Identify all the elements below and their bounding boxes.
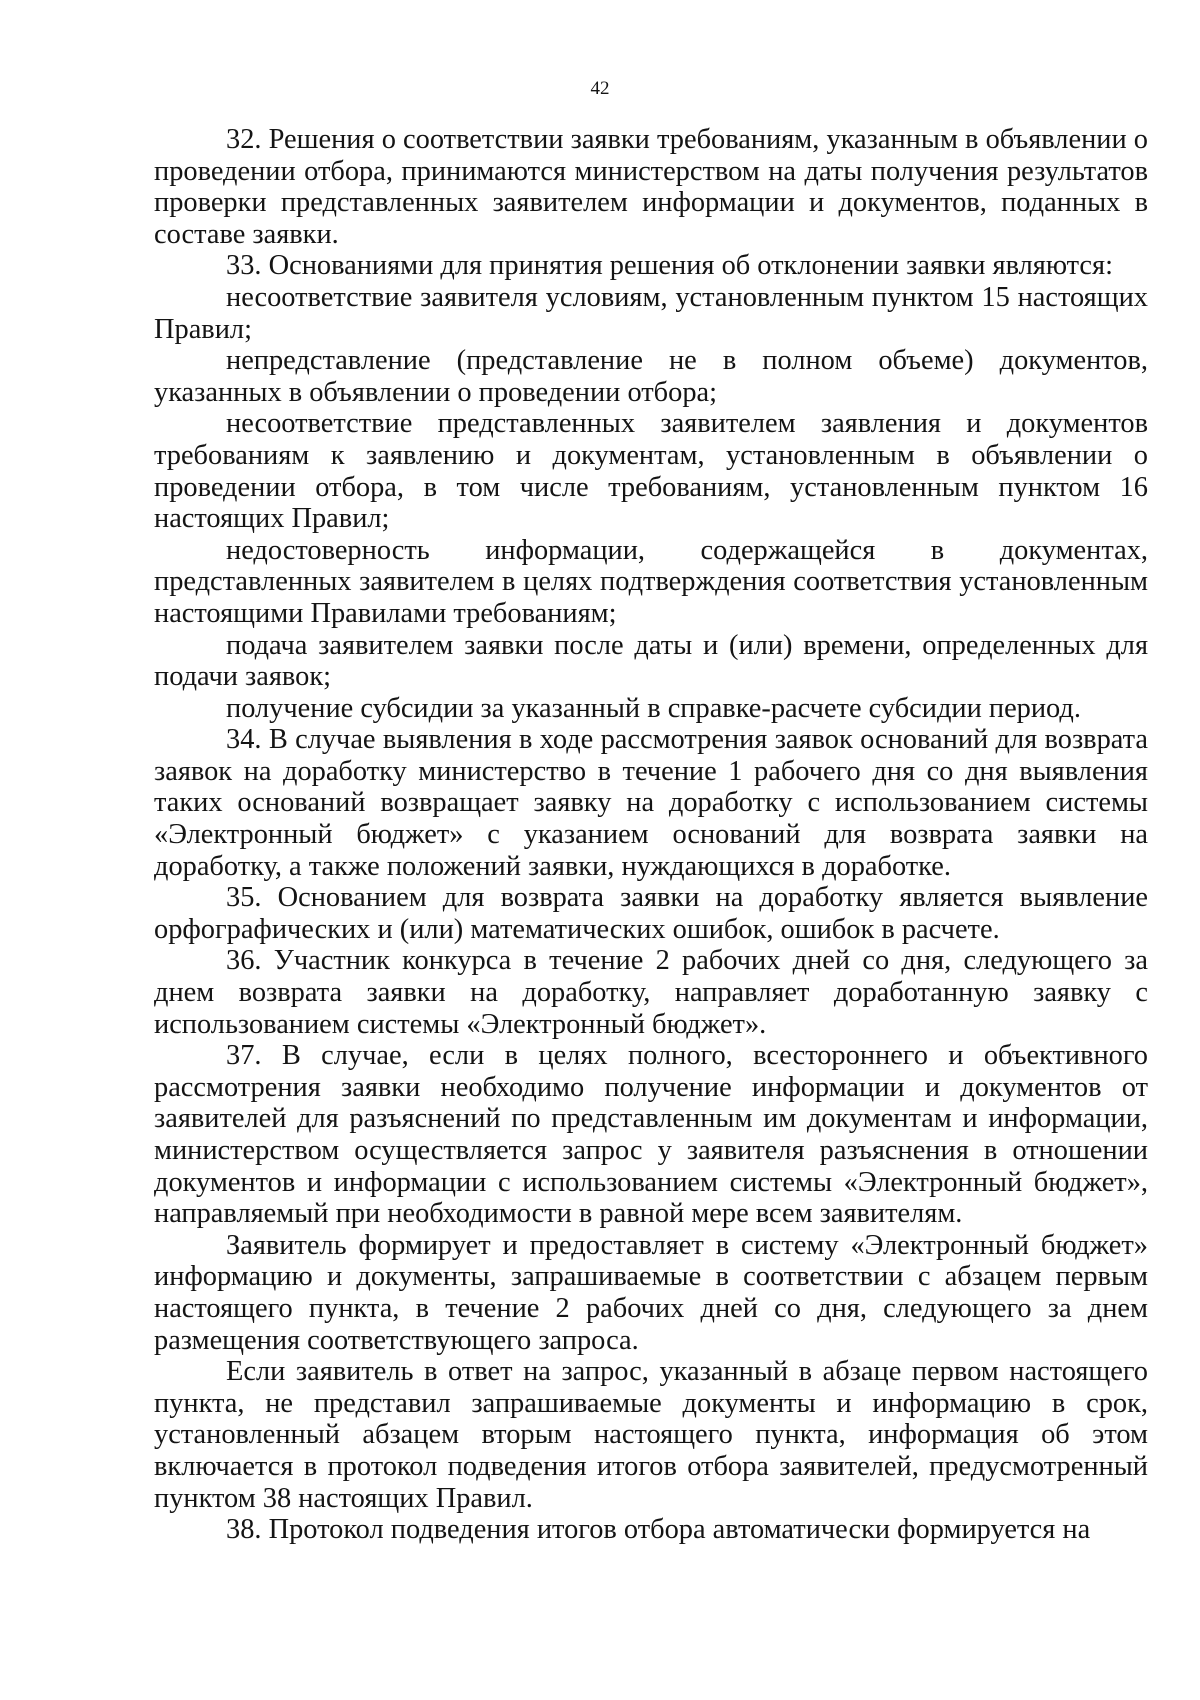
rejection-reason-subsidy-received: получение субсидии за указанный в справке-расчете субсидии период. xyxy=(226,692,1081,724)
rejection-reason-unreliable-info: недостоверность информации, содержащейся в документах, представленных заявителем в целях подтверждения соответствия установленным настоящими Правилами требованиям; xyxy=(154,534,1148,629)
paragraph-36: 36. Участник конкурса в течение 2 рабочих дней со дня, следующего за днем возврата заявки на доработку, направляет доработанную заявку с использованием системы «Электронный бюджет». xyxy=(154,945,1148,1040)
rejection-reason-late-submission: подача заявителем заявки после даты и (или) времени, определенных для подачи заявок; xyxy=(154,629,1148,693)
rejection-reason-requirements: несоответствие представленных заявителем заявления и документов требованиям к заявлению и документам, установленным в объявлении о проведении отбора, в том числе требованиям, установленным пунктом 16 настоящих Правил; xyxy=(154,408,1148,535)
paragraph-34: 34. В случае выявления в ходе рассмотрения заявок оснований для возврата заявок на доработку министерство в течение 1 рабочего дня со дня выявления таких оснований возвращает заявку на доработку с использованием системы «Электронный бюджет» с указанием оснований для возврата заявки на доработку, а также положений заявки, нуждающихся в доработке. xyxy=(154,724,1148,882)
paragraph-35: 35. Основанием для возврата заявки на доработку является выявление орфографических и (или) математических ошибок, ошибок в расчете. xyxy=(154,882,1148,945)
rejection-reason-conditions: несоответствие заявителя условиям, установленным пунктом 15 настоящих Правил; xyxy=(154,281,1148,345)
rejection-reason-missing-documents: непредставление (представление не в полном объеме) документов, указанных в объявлении о проведении отбора; xyxy=(154,345,1148,408)
paragraph-37-third: Если заявитель в ответ на запрос, указанный в абзаце первом настоящего пункта, не представил запрашиваемые документы и информацию в срок, установленный абзацем вторым настоящего пункта, информация об этом включается в протокол подведения итогов отбора заявителей, предусмотренный пунктом 38 настоящих Правил. xyxy=(154,1356,1148,1514)
paragraph-37: 37. В случае, если в целях полного, всестороннего и объективного рассмотрения заявки необходимо получение информации и документов от заявителей для разъяснений по представленным им документам и информации, министерством осуществляется запрос у заявителя разъяснения в отношении документов и информации с использованием системы «Электронный бюджет», направляемый при необходимости в равной мере всем заявителям. xyxy=(154,1040,1148,1230)
paragraph-32: 32. Решения о соответствии заявки требованиям, указанным в объявлении о проведении отбора, принимаются министерством на даты получения результатов проверки представленных заявителем информации и документов, поданных в составе заявки. xyxy=(154,124,1148,250)
paragraph-38: 38. Протокол подведения итогов отбора автоматически формируется на xyxy=(226,1514,1091,1546)
document-body xyxy=(154,124,1148,1546)
page-number: 42 xyxy=(590,78,610,99)
paragraph-37-second: Заявитель формирует и предоставляет в систему «Электронный бюджет» информацию и документы, запрашиваемые в соответствии с абзацем первым настоящего пункта, в течение 2 рабочих дней со дня, следующего за днем размещения соответствующего запроса. xyxy=(154,1229,1148,1356)
paragraph-33: 33. Основаниями для принятия решения об отклонении заявки являются: xyxy=(226,250,1113,282)
